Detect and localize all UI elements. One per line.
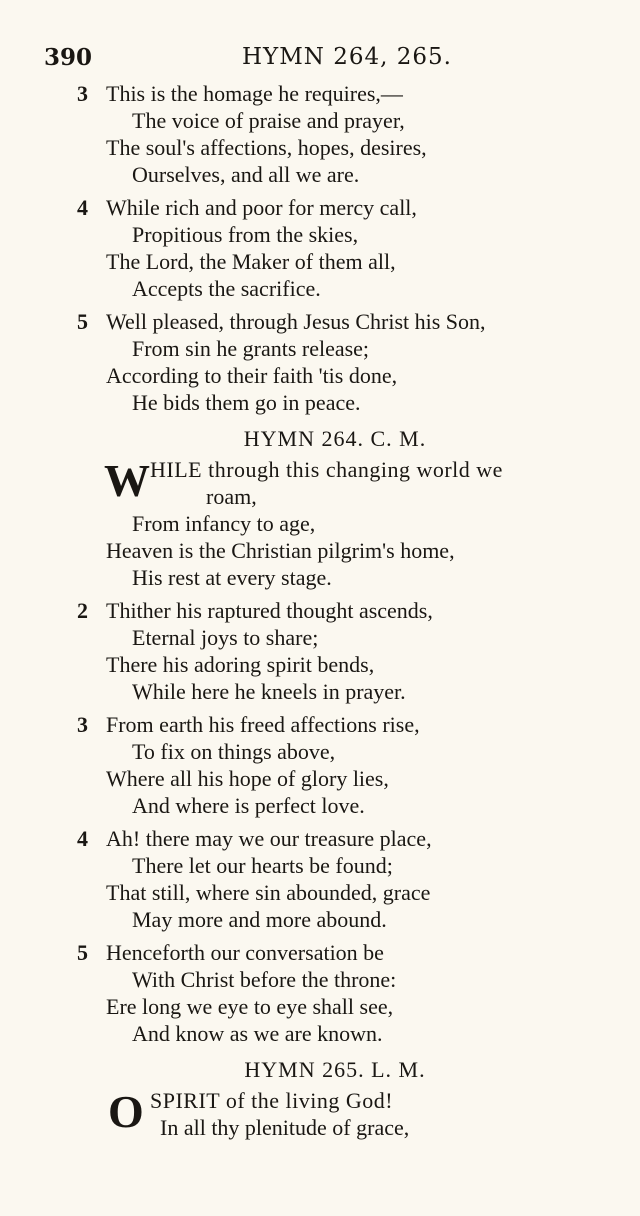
verse-line: Ah! there may we our treasure place, bbox=[106, 826, 432, 851]
verse-line: With Christ before the throne: bbox=[132, 967, 397, 992]
verse-line: To fix on things above, bbox=[132, 739, 336, 764]
verse-line: Accepts the sacrifice. bbox=[132, 276, 321, 301]
verse-line: Propitious from the skies, bbox=[132, 222, 359, 247]
verse-line: SPIRIT of the living God! bbox=[150, 1088, 394, 1113]
verse-line: That still, where sin abounded, grace bbox=[106, 880, 431, 905]
verse-line: There his adoring spirit bends, bbox=[106, 652, 375, 677]
verse-line: Well pleased, through Jesus Christ his Son, bbox=[106, 309, 486, 334]
hymn-264-stanza-3 bbox=[0, 711, 640, 819]
verse-line: Heaven is the Christian pilgrim's home, bbox=[106, 538, 455, 563]
stanza-number: 2 bbox=[77, 598, 88, 623]
verse-line: While rich and poor for mercy call, bbox=[106, 195, 417, 220]
hymn-264-stanza-5 bbox=[0, 939, 640, 1047]
verse-line: The voice of praise and prayer, bbox=[132, 108, 405, 133]
verse-line: Thither his raptured thought ascends, bbox=[106, 598, 433, 623]
verse-line: From earth his freed affections rise, bbox=[106, 712, 420, 737]
stanza-number: 5 bbox=[77, 309, 88, 334]
verse-line: And know as we are known. bbox=[132, 1021, 383, 1046]
verse-line: There let our hearts be found; bbox=[132, 853, 393, 878]
verse-line: HILE through this changing world we bbox=[150, 457, 503, 482]
verse-line: Ere long we eye to eye shall see, bbox=[106, 994, 394, 1019]
verse-line: Ourselves, and all we are. bbox=[132, 162, 360, 187]
verse-line: He bids them go in peace. bbox=[132, 390, 361, 415]
hymn-265-stanza-1 bbox=[0, 1087, 640, 1141]
running-title: HYMN 264, 265. bbox=[242, 44, 452, 70]
verse-line: The soul's affections, hopes, desires, bbox=[106, 135, 427, 160]
hymn-264-stanza-2 bbox=[0, 597, 640, 705]
hymn-264-stanza-4 bbox=[0, 825, 640, 933]
verse-line: This is the homage he requires,— bbox=[106, 81, 403, 106]
stanza-number: 5 bbox=[77, 940, 88, 965]
verse-line-continuation: roam, bbox=[206, 484, 257, 509]
verse-line: From infancy to age, bbox=[132, 511, 316, 536]
verse-line: According to their faith 'tis done, bbox=[106, 363, 398, 388]
stanza-5-carryover bbox=[0, 308, 640, 416]
body-text bbox=[0, 80, 640, 1147]
verse-line: May more and more abound. bbox=[132, 907, 387, 932]
running-head bbox=[0, 44, 640, 76]
hymn-265-heading: HYMN 265. L. M. bbox=[244, 1057, 426, 1082]
stanza-number: 4 bbox=[77, 195, 88, 220]
verse-line: In all thy plenitude of grace, bbox=[160, 1115, 410, 1140]
stanza-number: 3 bbox=[77, 81, 88, 106]
stanza-3-carryover bbox=[0, 80, 640, 188]
verse-line: Where all his hope of glory lies, bbox=[106, 766, 389, 791]
verse-line: And where is perfect love. bbox=[132, 793, 365, 818]
verse-line: The Lord, the Maker of them all, bbox=[106, 249, 396, 274]
hymn-264-stanza-1 bbox=[0, 456, 640, 591]
stanza-number: 4 bbox=[77, 826, 88, 851]
stanza-number: 3 bbox=[77, 712, 88, 737]
stanza-4-carryover bbox=[0, 194, 640, 302]
verse-line: His rest at every stage. bbox=[132, 565, 332, 590]
drop-cap: O bbox=[108, 1086, 144, 1137]
page-number: 390 bbox=[44, 44, 93, 71]
hymn-264-heading: HYMN 264. C. M. bbox=[243, 426, 427, 451]
verse-line: While here he kneels in prayer. bbox=[132, 679, 406, 704]
verse-line: From sin he grants release; bbox=[132, 336, 370, 361]
verse-line: Eternal joys to share; bbox=[132, 625, 319, 650]
verse-line: Henceforth our conversation be bbox=[106, 940, 384, 965]
drop-cap: W bbox=[104, 455, 150, 506]
